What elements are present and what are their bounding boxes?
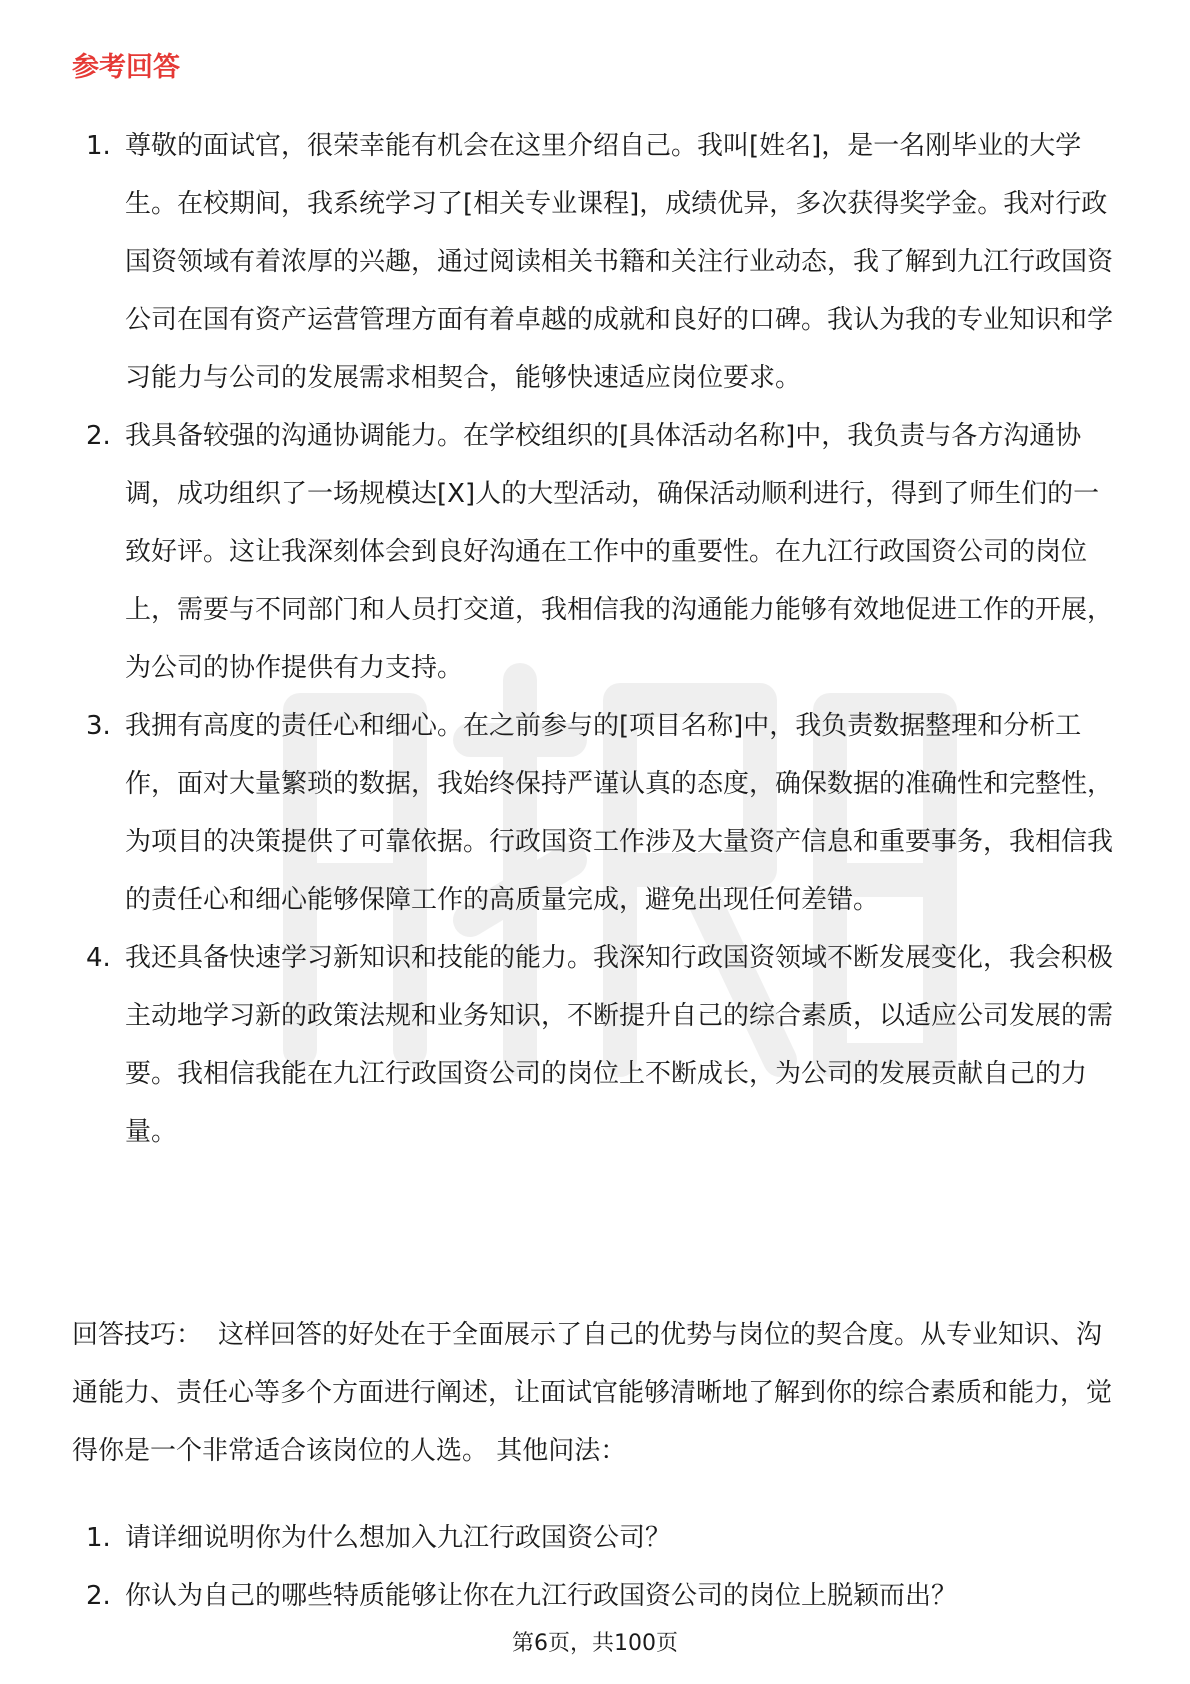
list-number: 1. [86,1523,111,1553]
answer-item [0,117,1190,407]
answer-tips [72,1306,1122,1480]
answer-text: 尊敬的面试官，很荣幸能有机会在这里介绍自己。我叫[姓名]，是一名刚毕业的大学生。在校期间，我系统学习了[相关专业课程]，成绩优异，多次获得奖学金。我对行政国资领域有着浓厚的兴趣，通过阅读相关书籍和关注行业动态，我了解到九江行政国资公司在国有资产运营管理方面有着卓越的成就和良好的口碑。我认为我的专业知识和学习能力与公司的发展需求相契合，能够快速适应岗位要求。 [125,131,1114,393]
list-number: 2. [86,421,111,451]
answer-item [0,697,1190,929]
list-number: 2. [86,1581,111,1611]
question-text: 请详细说明你为什么想加入九江行政国资公司？ [125,1523,672,1553]
list-number: 4. [86,943,111,973]
list-number: 1. [86,131,111,161]
answer-item [0,407,1190,697]
page-footer: 第6页，共100页 [512,1631,678,1656]
tips-label: 回答技巧： [72,1320,203,1350]
list-number: 3. [86,711,111,741]
section-title: 参考回答 [72,52,180,83]
answer-text: 我具备较强的沟通协调能力。在学校组织的[具体活动名称]中，我负责与各方沟通协调，成功组织了一场规模达[X]人的大型活动，确保活动顺利进行，得到了师生们的一致好评。这让我深刻体会到良好沟通在工作中的重要性。在九江行政国资公司的岗位上，需要与不同部门和人员打交道，我相信我的沟通能力能够有效地促进工作的开展，为公司的协作提供有力支持。 [125,421,1114,683]
tips-text: 这样回答的好处在于全面展示了自己的优势与岗位的契合度。从专业知识、沟通能力、责任心等多个方面进行阐述，让面试官能够清晰地了解到你的综合素质和能力，觉得你是一个非常适合该岗位的人选。 其他问法： [72,1320,1113,1466]
other-question-item [0,1567,1190,1625]
answer-list [0,117,1190,1161]
other-questions-list [0,1509,1190,1625]
answer-text: 我拥有高度的责任心和细心。在之前参与的[项目名称]中，我负责数据整理和分析工作，面对大量繁琐的数据，我始终保持严谨认真的态度，确保数据的准确性和完整性，为项目的决策提供了可靠依据。行政国资工作涉及大量资产信息和重要事务，我相信我的责任心和细心能够保障工作的高质量完成，避免出现任何差错。 [125,711,1114,915]
answer-text: 我还具备快速学习新知识和技能的能力。我深知行政国资领域不断发展变化，我会积极主动地学习新的政策法规和业务知识，不断提升自己的综合素质，以适应公司发展的需要。我相信我能在九江行政国资公司的岗位上不断成长，为公司的发展贡献自己的力量。 [125,943,1114,1147]
question-text: 你认为自己的哪些特质能够让你在九江行政国资公司的岗位上脱颖而出？ [125,1581,958,1611]
other-question-item [0,1509,1190,1567]
answer-item [0,929,1190,1161]
